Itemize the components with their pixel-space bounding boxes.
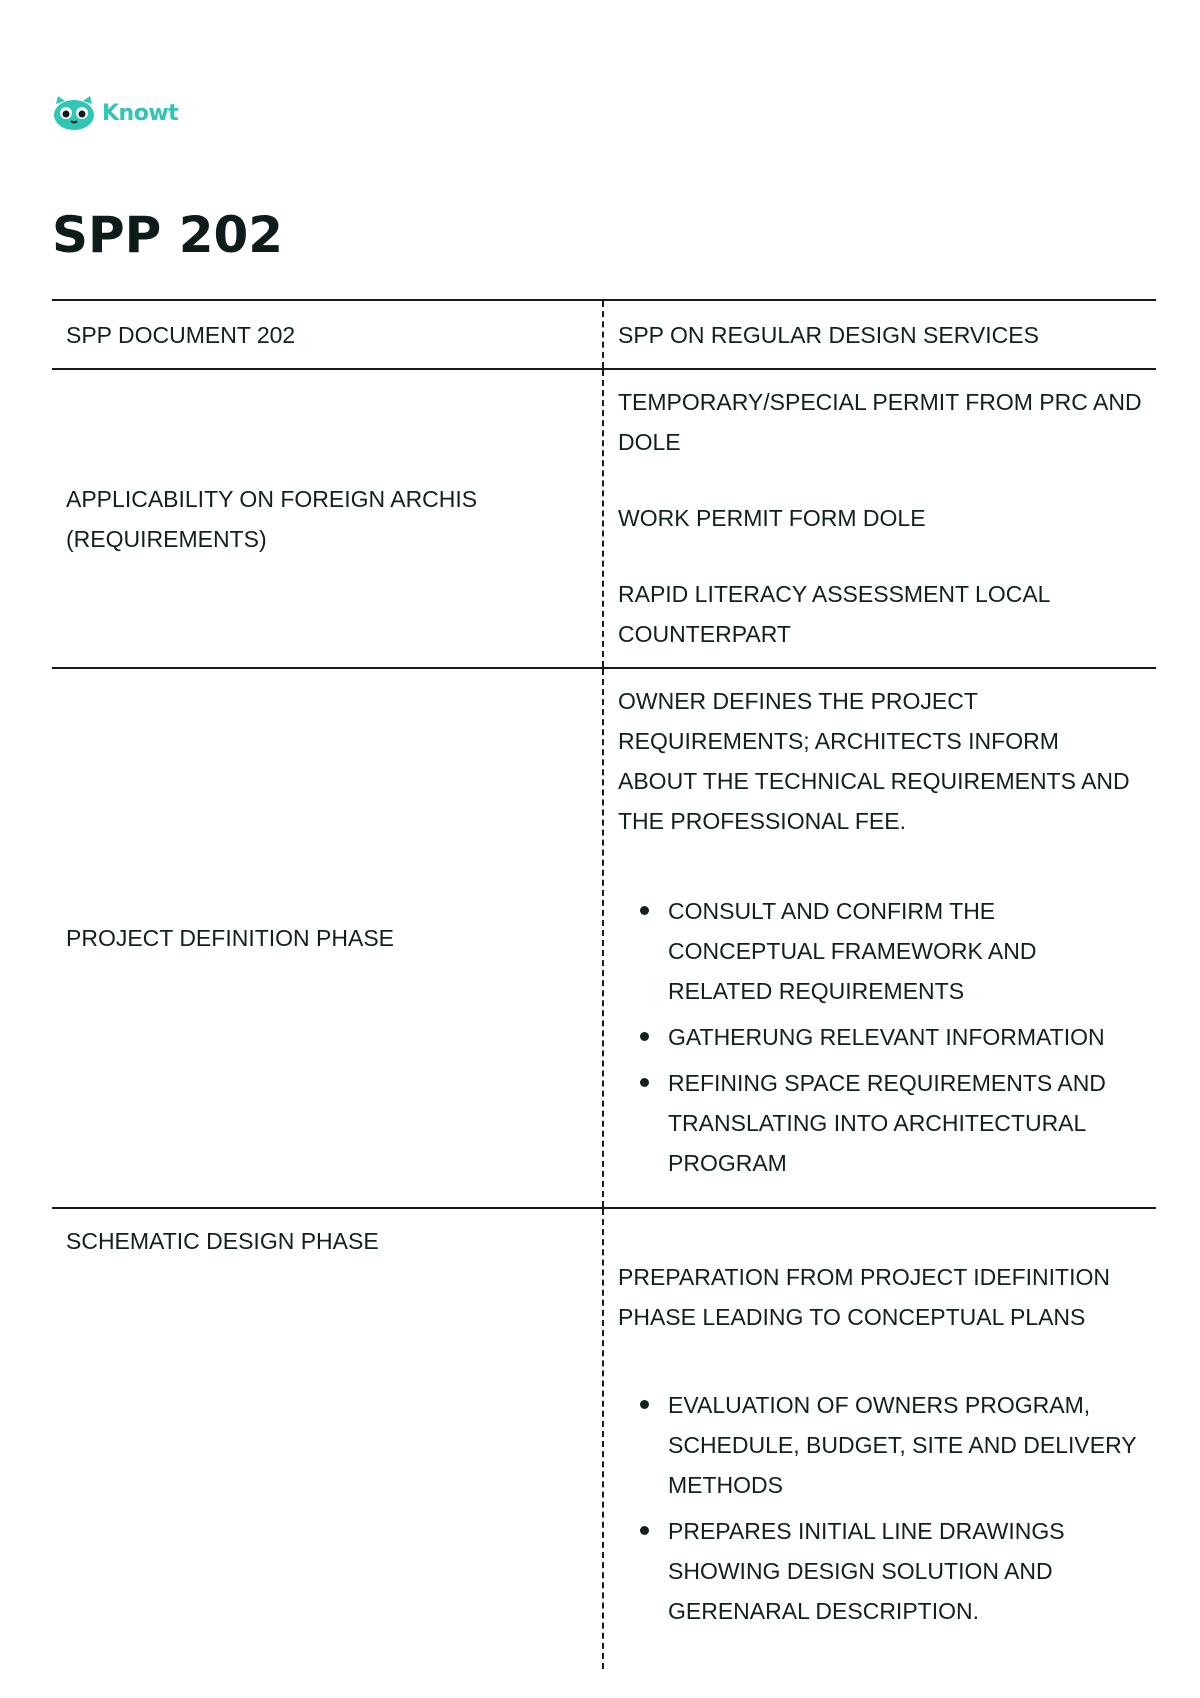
definition-paragraph: TEMPORARY/SPECIAL PERMIT FROM PRC AND DOLE xyxy=(618,389,1142,455)
knowt-mascot-icon xyxy=(52,94,96,132)
brand-name: Knowt xyxy=(102,100,179,126)
table-header-row xyxy=(52,301,1156,370)
notes-table xyxy=(52,299,1156,1669)
header-left-label: SPP DOCUMENT 202 xyxy=(66,321,296,348)
table-row xyxy=(52,669,1156,1209)
row-definition-cell xyxy=(604,669,1156,1207)
definition-paragraph: RAPID LITERACY ASSESSMENT LOCAL COUNTERPART xyxy=(618,581,1050,647)
definition-paragraph: WORK PERMIT FORM DOLE xyxy=(618,505,926,531)
bullet-list xyxy=(618,891,1142,1183)
definition-paragraph: PREPARATION FROM PROJECT IDEFINITION PHASE LEADING TO CONCEPTUAL PLANS xyxy=(618,1264,1110,1330)
header-left-cell xyxy=(52,301,604,368)
row-definition-cell xyxy=(604,1209,1156,1669)
bullet-list xyxy=(618,1385,1142,1631)
list-item: GATHERUNG RELEVANT INFORMATION xyxy=(618,1017,1142,1057)
row-term: SCHEMATIC DESIGN PHASE xyxy=(66,1228,379,1254)
header-right-cell xyxy=(604,301,1156,368)
table-row xyxy=(52,370,1156,669)
list-item: REFINING SPACE REQUIREMENTS AND TRANSLATING INTO ARCHITECTURAL PROGRAM xyxy=(618,1063,1142,1183)
row-term-cell xyxy=(52,370,604,667)
brand-logo xyxy=(52,94,178,132)
table-row xyxy=(52,1209,1156,1669)
page-title: SPP 202 xyxy=(52,206,284,264)
list-item: PREPARES INITIAL LINE DRAWINGS SHOWING DESIGN SOLUTION AND GERENARAL DESCRIPTION. xyxy=(618,1511,1142,1631)
row-term: PROJECT DEFINITION PHASE xyxy=(66,925,395,951)
header-right-label: SPP ON REGULAR DESIGN SERVICES xyxy=(618,321,1039,348)
row-term: APPLICABILITY ON FOREIGN ARCHIS (REQUIREMENTS) xyxy=(66,485,478,552)
definition-paragraph: OWNER DEFINES THE PROJECT REQUIREMENTS; ARCHITECTS INFORM ABOUT THE TECHNICAL REQUIREMENTS AND THE PROFESSIONAL FEE. xyxy=(618,688,1130,834)
row-term-cell xyxy=(52,1209,604,1669)
list-item: CONSULT AND CONFIRM THE CONCEPTUAL FRAMEWORK AND RELATED REQUIREMENTS xyxy=(618,891,1142,1011)
list-item: EVALUATION OF OWNERS PROGRAM, SCHEDULE, BUDGET, SITE AND DELIVERY METHODS xyxy=(618,1385,1142,1505)
row-term-cell xyxy=(52,669,604,1207)
row-definition-cell xyxy=(604,370,1156,667)
